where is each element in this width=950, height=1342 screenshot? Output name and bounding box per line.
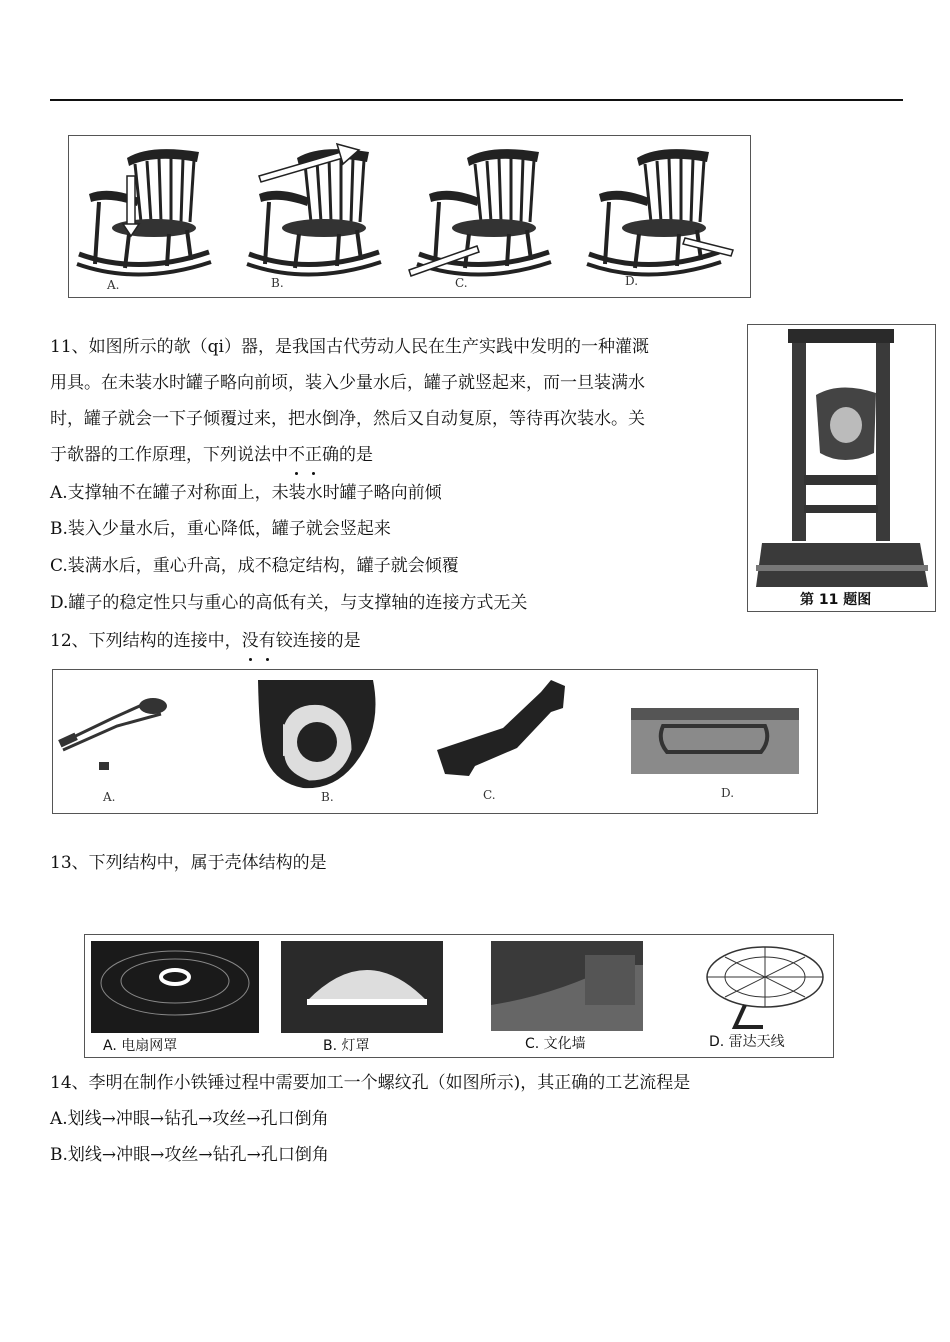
q14-option-b: B.划线→冲眼→攻丝→钻孔→孔口倒角 [50, 1145, 329, 1165]
q12-stem-text: 铰连接的是 [275, 631, 361, 651]
q14-option-a: A.划线→冲眼→钻孔→攻丝→孔口倒角 [50, 1109, 329, 1129]
q10-option-c: C. [455, 276, 468, 290]
q13-figure [84, 934, 834, 1058]
q10-option-b: B. [271, 276, 284, 290]
q13-option-d: D. 雷达天线 [709, 1034, 785, 1050]
q10-option-a: A. [107, 278, 120, 292]
connection-structures-image [53, 670, 817, 813]
q11-stem-line-2: 用具。在未装水时罐子略向前顷，装入少量水后，罐子就竖起来，而一旦装满水 [50, 373, 645, 393]
q11-figure [747, 324, 936, 612]
q11-figure-caption: 第 11 题图 [800, 592, 872, 608]
q12-option-d: D. [721, 786, 735, 800]
q12-option-a: A. [103, 790, 116, 804]
q12-emphasis-char: 有 [258, 631, 276, 651]
q14-stem: 14、李明在制作小铁锤过程中需要加工一个螺纹孔（如图所示)，其正确的工艺流程是 [50, 1073, 691, 1093]
q11-stem-text: 确的是 [322, 445, 373, 465]
q12-emphasis-char: 没 [241, 631, 259, 651]
q11-option-b: B.装入少量水后，重心降低，罐子就会竖起来 [50, 519, 391, 539]
q13-stem: 13、下列结构中，属于壳体结构的是 [50, 853, 327, 873]
rocking-chairs-image [69, 136, 750, 297]
q12-figure [52, 669, 818, 814]
q11-option-a: A.支撑轴不在罐子对称面上，未装水时罐子略向前倾 [50, 483, 442, 503]
q11-stem-line-3: 时，罐子就会一下子倾覆过来，把水倒净，然后又自动复原，等待再次装水。关 [50, 409, 645, 429]
q12-stem-text: 12、下列结构的连接中， [50, 631, 242, 651]
header-rule [50, 99, 903, 101]
q11-emphasis-char: 正 [305, 445, 322, 465]
q10-option-d: D. [625, 274, 639, 288]
q13-option-a: A. 电扇网罩 [103, 1038, 178, 1054]
q11-option-d: D.罐子的稳定性只与重心的高低有关，与支撑轴的连接方式无关 [50, 593, 528, 613]
q12-option-c: C. [483, 788, 496, 802]
q11-emphasis-char: 不 [288, 445, 305, 465]
q11-option-c: C.装满水后，重心升高，成不稳定结构，罐子就会倾覆 [50, 556, 459, 576]
q12-stem [50, 630, 361, 652]
q11-stem-line-1: 11、如图所示的欹（qi）器，是我国古代劳动人民在生产实践中发明的一种灌溉 [50, 337, 649, 357]
q13-option-b: B. 灯罩 [323, 1038, 370, 1054]
q10-figure [68, 135, 751, 298]
qi-vessel-image [748, 325, 935, 611]
q11-stem-text: 于欹器的工作原理，下列说法中 [50, 445, 288, 465]
q12-option-b: B. [321, 790, 334, 804]
q13-option-c: C. 文化墙 [525, 1036, 586, 1052]
q11-stem-line-4 [50, 444, 373, 466]
